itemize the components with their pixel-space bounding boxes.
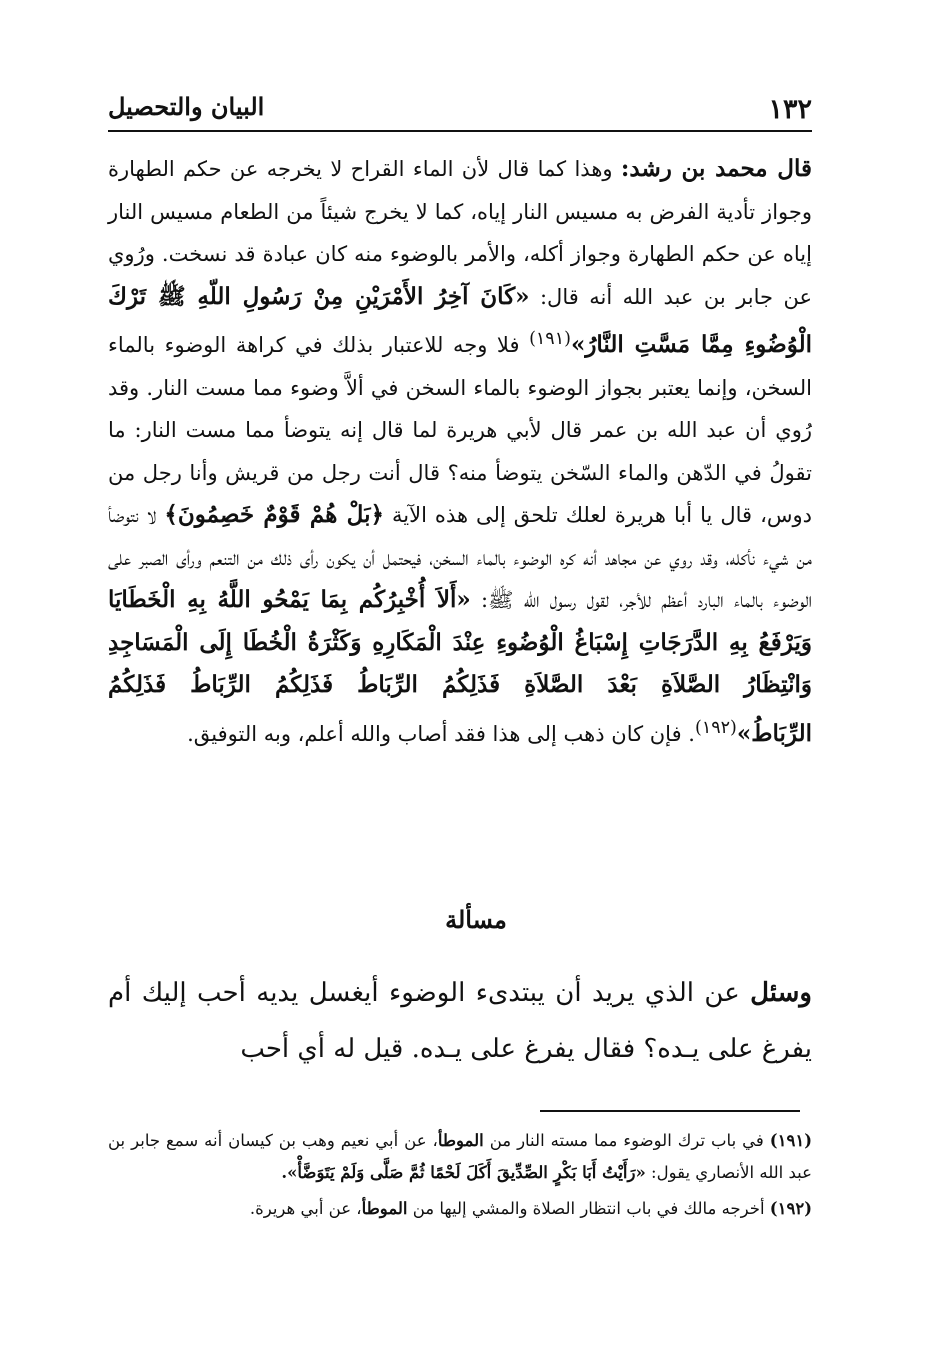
footnote-rule bbox=[540, 1110, 800, 1112]
main-text bbox=[108, 148, 812, 755]
header-rule bbox=[108, 130, 812, 132]
footnotes bbox=[108, 1125, 812, 1229]
footnote-191 bbox=[108, 1125, 812, 1189]
lead-word: وسئل bbox=[750, 978, 812, 1008]
footnote-192 bbox=[108, 1193, 812, 1225]
paragraph-1 bbox=[108, 148, 812, 755]
footnote-text: في باب ترك الوضوء مما مسته النار من bbox=[483, 1131, 770, 1150]
footnote-text: أخرجه مالك في باب انتظار الصلاة والمشي إليها من bbox=[407, 1199, 770, 1218]
footnote-source: الموطأ bbox=[361, 1199, 408, 1218]
footnote-source: الموطأ bbox=[437, 1131, 484, 1150]
paragraph-2 bbox=[108, 965, 812, 1077]
section-heading: مسألة bbox=[445, 905, 507, 934]
paragraph-text: . فإن كان ذهب إلى هذا فقد أصاب والله أعلم، وبه التوفيق. bbox=[187, 721, 695, 746]
paragraph-text: وهذا كما قال لأن الماء القراح لا يخرجه عن حكم الطهارة وجواز تأدية الفرض به مسيس النار إياه، كما لا يخرج شيئاً من الطعام مسيس النار إياه عن حكم الطهارة وجواز أكله، والأمر بالوضوء منه كان عبادة قد نسخت. ورُوي عن جابر بن عبد الله أنه قال: bbox=[108, 157, 812, 309]
quran-verse: ﴿بَلْ هُمْ قَوْمٌ خَصِمُونَ﴾ bbox=[164, 501, 384, 528]
question-text bbox=[108, 965, 812, 1077]
running-header bbox=[108, 88, 812, 128]
paragraph-text: لا نتوضأ من شيء نأكله، وقد روي عن مجاهد أنه كره الوضوء بالماء السخن، فيحتمل أن يكون رأى ذلك من التنعم ورأى الصبر على الوضوء بالماء البارد أعظم للأجر، لقول رسول الله ﷺ: bbox=[108, 503, 812, 612]
footnote-quote: «رَأَيْتُ أَبَا بَكْرٍ الصِّدِّيقَ أَكَلَ لَحْمًا ثُمَّ صَلَّى وَلَمْ يَتَوَضَّأْ». bbox=[281, 1163, 646, 1182]
paragraph-text: عن الذي يريد أن يبتدىء الوضوء أيغسل يديه أحب إليك أم يفرغ على يـده؟ فقال يفرغ على يـده. قيل له أي أحب bbox=[108, 978, 812, 1064]
footnote-text: ، عن أبي هريرة. bbox=[249, 1199, 362, 1218]
footnote-ref: (١٩١) bbox=[529, 329, 571, 349]
footnote-number: (١٩١) bbox=[769, 1131, 812, 1150]
page-number: ١٣٢ bbox=[768, 94, 812, 125]
hadith-quote: «أَلاَ أُخْبِرُكُم بِمَا يَمْحُو اللَّهُ بِهِ الْخَطَايَا وَيَرْفَعُ بِهِ الدَّرَجَاتِ إِسْبَاغُ الْوُضُوءِ عِنْدَ الْمَكَارِهِ وَكَثْرَةُ الْخُطَا إِلَى الْمَسَاجِدِ وَانْتِظَارُ الصَّلاَةِ بَعْدَ الصَّلاَةِ فَذَلِكُمُ الرِّبَاطُ فَذَلِكُمُ الرِّبَاطُ فَذَلِكُمُ الرِّبَاطُ» bbox=[108, 586, 812, 747]
speaker-label: قال محمد بن رشد: bbox=[620, 155, 812, 182]
paragraph-text: فلا وجه للاعتبار بذلك في كراهة الوضوء بالماء السخن، وإنما يعتبر بجواز الوضوء بالماء السخن في ألاَّ وضوء مما مست النار. وقد رُوي أن عبد الله بن عمر قال لأبي هريرة لما قال إنه يتوضأ مما مست النار: ما تقولُ في الدّهن والماء السّخن يتوضأ منه؟ قال أنت رجل من قريش وأنا رجل من دوس، قال يا أبا هريرة لعلك تلحق إلى هذه الآية bbox=[108, 333, 812, 527]
footnote-ref: (١٩٢) bbox=[694, 717, 737, 738]
hadith-quote: «كَانَ آخِرُ الأَمْرَيْنِ مِنْ رَسُولِ اللّهِ ﷺ تَرْكَ الْوُضُوءِ مِمَّا مَسَّتِ النَّارُ» bbox=[108, 282, 812, 358]
book-title: البيان والتحصيل bbox=[108, 92, 265, 121]
footnote-number: (١٩٢) bbox=[769, 1199, 812, 1218]
footnote-text: ، عن أبي نعيم وهب بن كيسان أنه سمع جابر بن عبد الله الأنصاري يقول: bbox=[108, 1131, 812, 1182]
